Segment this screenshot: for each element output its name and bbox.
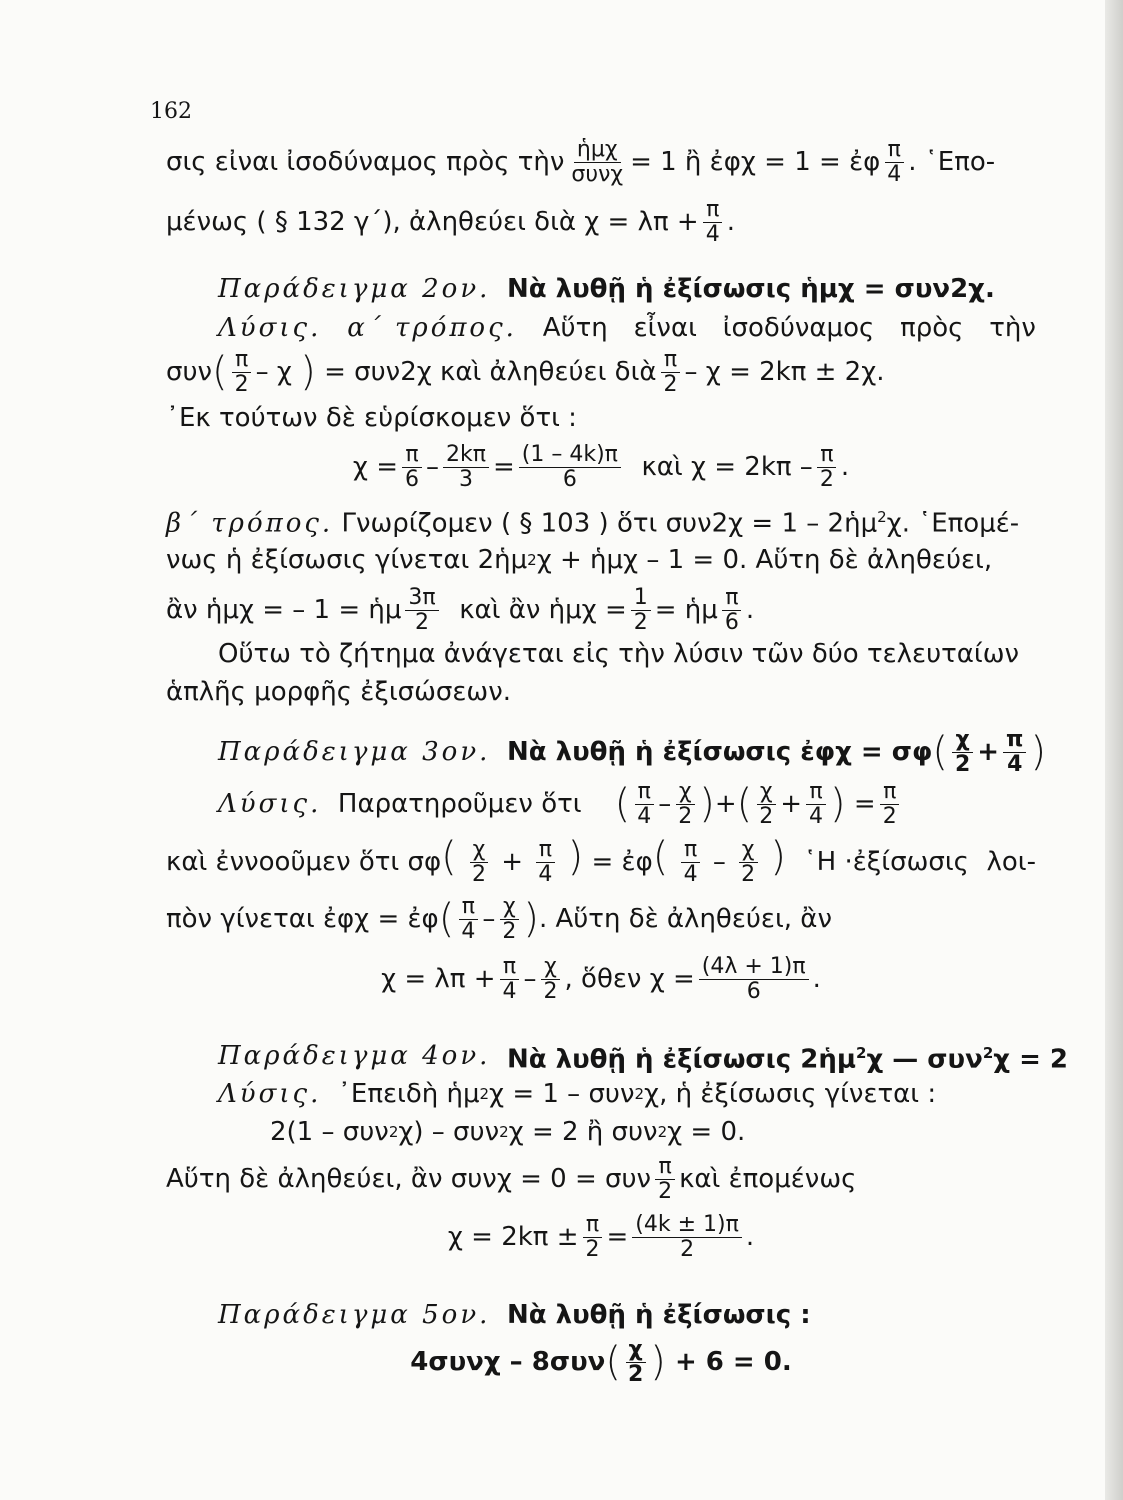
text-line: καὶ ἐννοοῦμεν ὅτι σφ( $\frac{\chi}{2}$ + $\frac{\pi}{4}$ ) = ἐφ( $\frac{\pi}{4}$ – $\frac{\chi}{2}$ ) ῾Η ·ἐξίσωσις λοι- (166, 834, 1036, 887)
text-line: σις εἰναι ἰσοδύναμος πρὸς τὴν $\frac{\text{ἡμχ}}{\text{συνχ}}$ = 1 ἢ ἐφχ = 1 = ἐφ $\frac{\pi}{4}$ . ῾Επο- (166, 136, 996, 187)
example-3-heading: Παράδειγμα 3ον. Νὰ λυθῇ ἡ ἐξίσωσις ἐφχ = σφ ( $\frac{\chi}{2}$ + $\frac{\pi}{4}$ ) (218, 726, 1047, 777)
fraction: $\frac{\pi}{2}$ (661, 348, 681, 397)
fraction: $\frac{\pi}{4}$ (703, 198, 723, 247)
text-line: Λύσις. Παρατηροῦμεν ὅτι ( $\frac{\pi}{4}$ – $\frac{\chi}{2}$ ) + ( $\frac{\chi}{2}$ + $\frac{\pi}{4}$ ) = $\frac{\pi}{2}$ (218, 782, 1036, 826)
fraction: $\frac{\pi}{2}$ (232, 348, 252, 397)
fraction: $\frac{\pi}{2}$ (655, 1155, 675, 1204)
text-line: β΄ τρόπος. Γνωρίζομεν ( § 103 ) ὅτι συν2χ = 1 – 2ἡμ$^2$χ. ῾Επομέ- (166, 507, 1020, 539)
fraction: $\frac{\pi}{4}$ (884, 138, 904, 187)
fraction: $\frac{(4k \pm 1)\pi}{2}$ (632, 1213, 742, 1262)
fraction: $\frac{\chi}{2}$ (756, 780, 776, 829)
text-line: ᾿Εκ τούτων δὲ εὑρίσκομεν ὅτι : (166, 403, 577, 433)
text-line: νως ἡ ἐξίσωσις γίνεται 2ἡμ 2 χ + ἡμχ – 1 = 0. Αὕτη δὲ ἀληθεύει, (166, 545, 993, 575)
fraction: $\frac{\text{ἡμχ}}{\text{συνχ}}$ (571, 136, 624, 187)
fraction: $\frac{\pi}{6}$ (402, 443, 422, 492)
text-line: Λύσις. ᾿Επειδὴ ἡμ 2 χ = 1 – συν 2 χ, ἡ ἐξίσωσις γίνεται : (218, 1079, 937, 1109)
fraction: $\frac{\pi}{2}$ (817, 443, 837, 492)
page-number: 162 (150, 99, 192, 124)
equation: χ = λπ + $\frac{\pi}{4}$ – $\frac{\chi}{2}$ , ὅθεν χ = $\frac{(4\lambda + 1)\pi}{6}$ . (381, 953, 821, 1004)
fraction: $\frac{(1 - 4k)\pi}{6}$ (519, 443, 621, 492)
fraction: $\frac{\chi}{2}$ (952, 728, 973, 777)
fraction: $\frac{\chi}{2}$ (499, 895, 519, 944)
fraction: $\frac{3\pi}{2}$ (405, 586, 438, 635)
equation: 4συνχ – 8συν ( $\frac{\chi}{2}$ ) + 6 = 0. (410, 1336, 792, 1387)
fraction: $\frac{\pi}{4}$ (806, 780, 826, 829)
text-line: Οὕτω τὸ ζήτημα ἀνάγεται εἰς τὴν λύσιν τῶν δύο τελευταίων (218, 639, 1020, 669)
fraction: $\frac{(4\lambda + 1)\pi}{6}$ (699, 955, 809, 1004)
fraction: $\frac{1}{2}$ (631, 586, 651, 635)
fraction: $\frac{\chi}{2}$ (469, 838, 489, 887)
fraction: $\frac{\pi}{4}$ (634, 780, 654, 829)
example-4-heading: Παράδειγμα 4ον. Νὰ λυθῇ ἡ ἐξίσωσις 2ἡμ$^2$χ — συν$^2$χ = 2 (218, 1041, 1069, 1075)
fraction: $\frac{\pi}{4}$ (458, 895, 478, 944)
text-line: Αὕτη δὲ ἀληθεύει, ἂν συνχ = 0 = συν $\frac{\pi}{2}$ καὶ ἐπομένως (166, 1153, 857, 1204)
text-line: μένως ( § 132 γ΄), ἀληθεύει διὰ χ = λπ + $\frac{\pi}{4}$ . (166, 196, 735, 247)
equation: χ = 2kπ ± $\frac{\pi}{2}$ = $\frac{(4k \pm 1)\pi}{2}$ . (447, 1211, 755, 1262)
fraction: $\frac{\chi}{2}$ (625, 1338, 646, 1387)
example-5-heading: Παράδειγμα 5ον. Νὰ λυθῇ ἡ ἐξίσωσις : (218, 1300, 811, 1330)
fraction: $\frac{\chi}{2}$ (541, 955, 561, 1004)
equation: χ = $\frac{\pi}{6}$ – $\frac{2k\pi}{3}$ = $\frac{(1 - 4k)\pi}{6}$ καὶ χ = 2kπ – $\frac{\pi}{2}$ . (352, 441, 850, 492)
fraction: $\frac{\chi}{2}$ (675, 780, 695, 829)
fraction: $\frac{\pi}{4}$ (500, 955, 520, 1004)
fraction: $\frac{\pi}{6}$ (722, 586, 742, 635)
fraction: $\frac{\pi}{2}$ (880, 780, 900, 829)
text-line: ἁπλῆς μορφῆς ἐξισώσεων. (166, 677, 511, 707)
fraction: $\frac{\chi}{2}$ (738, 838, 758, 887)
text-line: ἂν ἡμχ = – 1 = ἡμ $\frac{3\pi}{2}$ καὶ ἂν ἡμχ = $\frac{1}{2}$ = ἡμ $\frac{\pi}{6}$ . (166, 584, 755, 635)
example-2-heading: Παράδειγμα 2ον. Νὰ λυθῇ ἡ ἐξίσωσις ἡμχ = συν2χ. (218, 274, 995, 304)
fraction: $\frac{2k\pi}{3}$ (443, 443, 489, 492)
fraction: $\frac{\pi}{4}$ (535, 838, 555, 887)
fraction: $\frac{\pi}{4}$ (1003, 728, 1026, 777)
text-line: Λύσις. α΄ τρόπος. Αὕτη εἶναι ἰσοδύναμος πρὸς τὴν (218, 313, 1036, 343)
fraction: $\frac{\pi}{4}$ (681, 838, 701, 887)
text-line: συν ( $\frac{\pi}{2}$ – χ ) = συν2χ καὶ ἀληθεύει διὰ $\frac{\pi}{2}$ – χ = 2kπ ± 2χ. (166, 346, 885, 397)
text-line: πὸν γίνεται ἐφχ = ἐφ ( $\frac{\pi}{4}$ – $\frac{\chi}{2}$ ) . Αὕτη δὲ ἀληθεύει, ἂν (166, 893, 832, 944)
equation: 2(1 – συν 2 χ) – συν 2 χ = 2 ἢ συν 2 χ = 0. (270, 1117, 746, 1147)
fraction: $\frac{\pi}{2}$ (583, 1213, 603, 1262)
